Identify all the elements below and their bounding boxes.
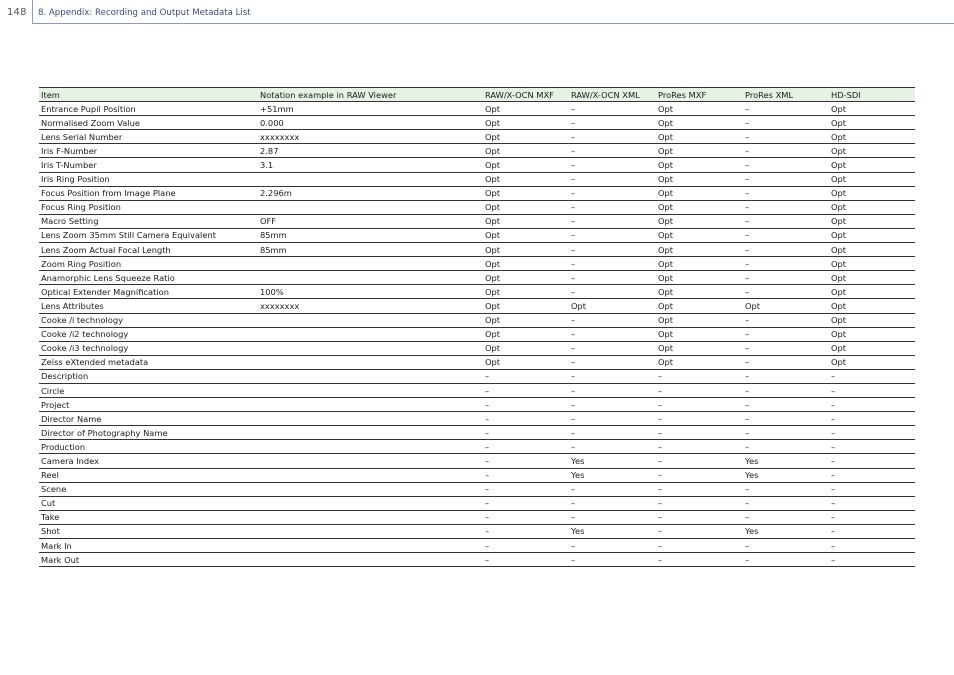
table-cell-notation-example: +51mm	[258, 102, 483, 116]
table-cell-prores-mxf: Opt	[656, 130, 743, 144]
table-cell-raw-xocn-xml: –	[569, 214, 656, 228]
table-cell-hd-sdi: –	[829, 524, 915, 538]
table-cell-hd-sdi: Opt	[829, 214, 915, 228]
table-cell-raw-xocn-mxf: Opt	[483, 158, 569, 172]
table-row	[39, 144, 915, 158]
table-row	[39, 243, 915, 257]
table-cell-hd-sdi: Opt	[829, 200, 915, 214]
table-cell-raw-xocn-xml: Opt	[569, 299, 656, 313]
table-cell-prores-mxf: Opt	[656, 257, 743, 271]
table-cell-item: Circle	[39, 383, 258, 397]
table-cell-notation-example	[258, 510, 483, 524]
table-cell-prores-mxf: Opt	[656, 243, 743, 257]
table-cell-prores-xml: –	[743, 383, 829, 397]
table-row	[39, 313, 915, 327]
table-cell-raw-xocn-xml: –	[569, 285, 656, 299]
table-cell-prores-xml: Yes	[743, 454, 829, 468]
table-cell-prores-xml: –	[743, 228, 829, 242]
table-cell-raw-xocn-mxf: –	[483, 482, 569, 496]
column-header-notation-example: Notation example in RAW Viewer	[258, 88, 483, 102]
header-divider-vertical	[32, 0, 33, 23]
table-cell-notation-example: xxxxxxxx	[258, 299, 483, 313]
table-cell-prores-xml: –	[743, 341, 829, 355]
table-cell-raw-xocn-mxf: Opt	[483, 200, 569, 214]
table-cell-prores-mxf: Opt	[656, 158, 743, 172]
table-cell-raw-xocn-xml: –	[569, 102, 656, 116]
table-row	[39, 327, 915, 341]
table-cell-item: Cooke /i3 technology	[39, 341, 258, 355]
table-cell-prores-mxf: –	[656, 524, 743, 538]
table-cell-notation-example	[258, 539, 483, 553]
table-cell-prores-mxf: –	[656, 426, 743, 440]
table-cell-raw-xocn-mxf: –	[483, 524, 569, 538]
table-cell-prores-mxf: –	[656, 412, 743, 426]
table-row	[39, 158, 915, 172]
table-cell-prores-mxf: –	[656, 398, 743, 412]
table-row	[39, 186, 915, 200]
table-cell-hd-sdi: –	[829, 482, 915, 496]
table-cell-prores-xml: –	[743, 369, 829, 383]
table-cell-notation-example	[258, 398, 483, 412]
table-cell-notation-example	[258, 383, 483, 397]
table-cell-prores-xml: –	[743, 102, 829, 116]
table-cell-hd-sdi: –	[829, 369, 915, 383]
column-header-raw-xocn-mxf: RAW/X-OCN MXF	[483, 88, 569, 102]
table-cell-item: Anamorphic Lens Squeeze Ratio	[39, 271, 258, 285]
table-cell-item: Focus Ring Position	[39, 200, 258, 214]
column-header-prores-mxf: ProRes MXF	[656, 88, 743, 102]
table-cell-hd-sdi: Opt	[829, 327, 915, 341]
table-cell-item: Director of Photography Name	[39, 426, 258, 440]
table-cell-prores-mxf: Opt	[656, 200, 743, 214]
table-cell-raw-xocn-xml: –	[569, 186, 656, 200]
header-divider-horizontal	[32, 23, 954, 24]
table-cell-notation-example	[258, 412, 483, 426]
table-cell-prores-xml: –	[743, 144, 829, 158]
table-cell-prores-mxf: –	[656, 553, 743, 567]
table-row	[39, 383, 915, 397]
table-cell-prores-mxf: –	[656, 510, 743, 524]
table-cell-prores-mxf: –	[656, 454, 743, 468]
table-cell-raw-xocn-xml: –	[569, 553, 656, 567]
table-cell-item: Lens Zoom 35mm Still Camera Equivalent	[39, 228, 258, 242]
table-row	[39, 271, 915, 285]
table-cell-raw-xocn-mxf: Opt	[483, 144, 569, 158]
table-cell-notation-example: xxxxxxxx	[258, 130, 483, 144]
table-cell-raw-xocn-mxf: Opt	[483, 186, 569, 200]
column-header-raw-xocn-xml: RAW/X-OCN XML	[569, 88, 656, 102]
table-row	[39, 341, 915, 355]
column-header-hd-sdi: HD-SDI	[829, 88, 915, 102]
table-cell-raw-xocn-mxf: –	[483, 496, 569, 510]
table-cell-prores-xml: –	[743, 116, 829, 130]
table-cell-raw-xocn-mxf: –	[483, 412, 569, 426]
table-cell-item: Iris T-Number	[39, 158, 258, 172]
table-cell-prores-xml: –	[743, 257, 829, 271]
table-row	[39, 214, 915, 228]
table-cell-item: Cooke /i2 technology	[39, 327, 258, 341]
table-cell-raw-xocn-xml: –	[569, 116, 656, 130]
table-cell-raw-xocn-mxf: Opt	[483, 257, 569, 271]
table-cell-raw-xocn-xml: –	[569, 327, 656, 341]
table-cell-hd-sdi: Opt	[829, 186, 915, 200]
table-cell-hd-sdi: Opt	[829, 313, 915, 327]
table-cell-raw-xocn-xml: –	[569, 412, 656, 426]
table-cell-hd-sdi: Opt	[829, 285, 915, 299]
table-cell-raw-xocn-mxf: Opt	[483, 130, 569, 144]
table-cell-prores-mxf: Opt	[656, 102, 743, 116]
table-cell-prores-xml: –	[743, 327, 829, 341]
page-header	[0, 0, 954, 24]
table-cell-prores-xml: –	[743, 398, 829, 412]
table-cell-raw-xocn-mxf: Opt	[483, 228, 569, 242]
table-cell-raw-xocn-mxf: Opt	[483, 102, 569, 116]
table-cell-raw-xocn-xml: –	[569, 369, 656, 383]
table-cell-notation-example	[258, 553, 483, 567]
table-cell-hd-sdi: –	[829, 412, 915, 426]
table-cell-prores-xml: –	[743, 285, 829, 299]
table-cell-prores-xml: –	[743, 440, 829, 454]
table-cell-raw-xocn-xml: –	[569, 172, 656, 186]
table-cell-raw-xocn-xml: –	[569, 383, 656, 397]
table-cell-hd-sdi: –	[829, 383, 915, 397]
table-cell-notation-example	[258, 271, 483, 285]
table-cell-prores-mxf: Opt	[656, 327, 743, 341]
table-cell-item: Production	[39, 440, 258, 454]
table-cell-prores-xml: –	[743, 172, 829, 186]
table-cell-item: Cut	[39, 496, 258, 510]
table-row	[39, 299, 915, 313]
table-cell-raw-xocn-xml: –	[569, 144, 656, 158]
table-cell-notation-example: 85mm	[258, 228, 483, 242]
table-cell-hd-sdi: –	[829, 398, 915, 412]
table-cell-item: Entrance Pupil Position	[39, 102, 258, 116]
table-cell-prores-xml: –	[743, 271, 829, 285]
table-cell-hd-sdi: Opt	[829, 116, 915, 130]
page-number: 148	[7, 7, 27, 18]
table-cell-notation-example	[258, 454, 483, 468]
table-cell-item: Lens Serial Number	[39, 130, 258, 144]
table-cell-notation-example	[258, 200, 483, 214]
table-cell-raw-xocn-xml: –	[569, 243, 656, 257]
table-row	[39, 510, 915, 524]
table-cell-item: Lens Attributes	[39, 299, 258, 313]
table-cell-prores-mxf: –	[656, 539, 743, 553]
table-row	[39, 398, 915, 412]
table-cell-prores-xml: –	[743, 426, 829, 440]
table-cell-notation-example	[258, 496, 483, 510]
table-cell-prores-xml: –	[743, 482, 829, 496]
table-cell-item: Iris Ring Position	[39, 172, 258, 186]
table-cell-raw-xocn-mxf: Opt	[483, 313, 569, 327]
table-cell-notation-example	[258, 369, 483, 383]
table-row	[39, 369, 915, 383]
table-cell-hd-sdi: Opt	[829, 144, 915, 158]
table-cell-raw-xocn-xml: –	[569, 398, 656, 412]
table-cell-hd-sdi: –	[829, 553, 915, 567]
table-header-row	[39, 88, 915, 102]
table-cell-raw-xocn-xml: –	[569, 228, 656, 242]
table-cell-raw-xocn-mxf: –	[483, 383, 569, 397]
table-cell-prores-xml: –	[743, 355, 829, 369]
table-cell-hd-sdi: Opt	[829, 102, 915, 116]
table-cell-hd-sdi: –	[829, 468, 915, 482]
table-cell-item: Lens Zoom Actual Focal Length	[39, 243, 258, 257]
table-cell-prores-xml: –	[743, 412, 829, 426]
table-cell-raw-xocn-mxf: Opt	[483, 299, 569, 313]
table-cell-prores-xml: –	[743, 158, 829, 172]
table-cell-prores-xml: –	[743, 243, 829, 257]
table-cell-hd-sdi: Opt	[829, 228, 915, 242]
table-cell-item: Shot	[39, 524, 258, 538]
column-header-item: Item	[39, 88, 258, 102]
table-cell-notation-example: 3.1	[258, 158, 483, 172]
table-cell-prores-xml: Yes	[743, 524, 829, 538]
table-cell-notation-example	[258, 313, 483, 327]
table-row	[39, 426, 915, 440]
table-cell-raw-xocn-mxf: –	[483, 440, 569, 454]
table-cell-prores-mxf: –	[656, 482, 743, 496]
table-cell-raw-xocn-mxf: Opt	[483, 172, 569, 186]
table-cell-hd-sdi: Opt	[829, 257, 915, 271]
table-cell-prores-mxf: Opt	[656, 355, 743, 369]
table-row	[39, 130, 915, 144]
table-cell-prores-xml: Opt	[743, 299, 829, 313]
table-cell-notation-example	[258, 341, 483, 355]
table-cell-item: Normalised Zoom Value	[39, 116, 258, 130]
table-row	[39, 102, 915, 116]
table-cell-raw-xocn-mxf: –	[483, 510, 569, 524]
table-cell-notation-example	[258, 426, 483, 440]
table-row	[39, 116, 915, 130]
table-cell-raw-xocn-mxf: Opt	[483, 214, 569, 228]
table-cell-raw-xocn-mxf: Opt	[483, 271, 569, 285]
table-cell-hd-sdi: –	[829, 426, 915, 440]
table-row	[39, 454, 915, 468]
table-row	[39, 539, 915, 553]
section-title: 8. Appendix: Recording and Output Metadata List	[38, 8, 251, 18]
table-cell-item: Camera Index	[39, 454, 258, 468]
table-cell-prores-mxf: Opt	[656, 341, 743, 355]
table-cell-prores-xml: –	[743, 553, 829, 567]
table-row	[39, 412, 915, 426]
table-cell-raw-xocn-xml: –	[569, 271, 656, 285]
table-cell-raw-xocn-xml: Yes	[569, 454, 656, 468]
table-cell-prores-mxf: Opt	[656, 144, 743, 158]
table-cell-notation-example: OFF	[258, 214, 483, 228]
table-cell-prores-mxf: –	[656, 468, 743, 482]
table-cell-raw-xocn-mxf: –	[483, 539, 569, 553]
table-row	[39, 468, 915, 482]
table-cell-hd-sdi: Opt	[829, 271, 915, 285]
table-cell-prores-mxf: Opt	[656, 285, 743, 299]
table-row	[39, 257, 915, 271]
metadata-table	[39, 87, 915, 567]
table-cell-notation-example	[258, 468, 483, 482]
table-cell-raw-xocn-mxf: Opt	[483, 116, 569, 130]
table-cell-raw-xocn-xml: –	[569, 257, 656, 271]
table-cell-notation-example	[258, 524, 483, 538]
table-cell-item: Description	[39, 369, 258, 383]
table-cell-item: Focus Position from Image Plane	[39, 186, 258, 200]
table-cell-hd-sdi: Opt	[829, 243, 915, 257]
table-cell-item: Zoom Ring Position	[39, 257, 258, 271]
table-cell-prores-mxf: –	[656, 496, 743, 510]
table-cell-prores-mxf: –	[656, 383, 743, 397]
table-cell-prores-mxf: Opt	[656, 299, 743, 313]
table-cell-raw-xocn-xml: –	[569, 130, 656, 144]
table-cell-prores-xml: –	[743, 186, 829, 200]
table-cell-prores-mxf: Opt	[656, 186, 743, 200]
table-cell-notation-example: 100%	[258, 285, 483, 299]
table-cell-raw-xocn-xml: Yes	[569, 524, 656, 538]
table-cell-prores-mxf: Opt	[656, 214, 743, 228]
table-cell-raw-xocn-xml: –	[569, 496, 656, 510]
table-cell-notation-example	[258, 482, 483, 496]
table-cell-prores-xml: –	[743, 313, 829, 327]
table-cell-item: Macro Setting	[39, 214, 258, 228]
table-cell-raw-xocn-xml: –	[569, 313, 656, 327]
table-cell-raw-xocn-xml: –	[569, 539, 656, 553]
column-header-prores-xml: ProRes XML	[743, 88, 829, 102]
table-cell-hd-sdi: –	[829, 496, 915, 510]
table-cell-prores-xml: Yes	[743, 468, 829, 482]
table-cell-raw-xocn-xml: –	[569, 355, 656, 369]
table-cell-item: Zeiss eXtended metadata	[39, 355, 258, 369]
table-cell-raw-xocn-xml: –	[569, 200, 656, 214]
table-cell-raw-xocn-xml: –	[569, 510, 656, 524]
table-cell-notation-example: 0.000	[258, 116, 483, 130]
table-cell-raw-xocn-xml: Yes	[569, 468, 656, 482]
table-cell-raw-xocn-mxf: –	[483, 454, 569, 468]
table-cell-item: Scene	[39, 482, 258, 496]
table-cell-prores-mxf: Opt	[656, 271, 743, 285]
table-cell-raw-xocn-mxf: Opt	[483, 285, 569, 299]
table-row	[39, 285, 915, 299]
table-cell-item: Reel	[39, 468, 258, 482]
table-cell-notation-example: 2.296m	[258, 186, 483, 200]
table-cell-prores-mxf: Opt	[656, 116, 743, 130]
table-cell-hd-sdi: –	[829, 510, 915, 524]
table-row	[39, 440, 915, 454]
table-cell-prores-xml: –	[743, 496, 829, 510]
table-cell-hd-sdi: –	[829, 454, 915, 468]
table-cell-hd-sdi: Opt	[829, 158, 915, 172]
table-cell-raw-xocn-xml: –	[569, 426, 656, 440]
table-cell-prores-xml: –	[743, 200, 829, 214]
table-row	[39, 355, 915, 369]
table-cell-raw-xocn-mxf: Opt	[483, 341, 569, 355]
table-row	[39, 524, 915, 538]
table-cell-notation-example	[258, 440, 483, 454]
table-cell-item: Optical Extender Magnification	[39, 285, 258, 299]
table-cell-item: Mark Out	[39, 553, 258, 567]
table-cell-prores-xml: –	[743, 214, 829, 228]
table-cell-prores-mxf: –	[656, 440, 743, 454]
table-cell-item: Director Name	[39, 412, 258, 426]
table-cell-notation-example	[258, 327, 483, 341]
table-cell-hd-sdi: Opt	[829, 341, 915, 355]
table-cell-notation-example: 85mm	[258, 243, 483, 257]
table-row	[39, 200, 915, 214]
table-cell-prores-mxf: Opt	[656, 172, 743, 186]
table-cell-hd-sdi: –	[829, 440, 915, 454]
table-row	[39, 482, 915, 496]
table-cell-item: Iris F-Number	[39, 144, 258, 158]
table-cell-raw-xocn-mxf: –	[483, 369, 569, 383]
table-cell-prores-xml: –	[743, 510, 829, 524]
table-cell-prores-mxf: –	[656, 369, 743, 383]
table-cell-item: Mark In	[39, 539, 258, 553]
table-cell-raw-xocn-xml: –	[569, 341, 656, 355]
table-cell-item: Take	[39, 510, 258, 524]
table-cell-raw-xocn-mxf: –	[483, 553, 569, 567]
table-cell-raw-xocn-mxf: –	[483, 426, 569, 440]
table-row	[39, 228, 915, 242]
table-cell-hd-sdi: Opt	[829, 355, 915, 369]
table-cell-item: Cooke /i technology	[39, 313, 258, 327]
table-cell-notation-example	[258, 172, 483, 186]
table-cell-raw-xocn-mxf: –	[483, 468, 569, 482]
table-cell-raw-xocn-mxf: Opt	[483, 327, 569, 341]
table-cell-hd-sdi: Opt	[829, 130, 915, 144]
table-cell-prores-xml: –	[743, 130, 829, 144]
table-cell-raw-xocn-xml: –	[569, 440, 656, 454]
table-cell-item: Project	[39, 398, 258, 412]
table-cell-raw-xocn-mxf: –	[483, 398, 569, 412]
table-cell-notation-example	[258, 257, 483, 271]
table-cell-raw-xocn-mxf: Opt	[483, 243, 569, 257]
table-cell-prores-mxf: Opt	[656, 228, 743, 242]
table-cell-prores-mxf: Opt	[656, 313, 743, 327]
table-cell-notation-example: 2.87	[258, 144, 483, 158]
table-body	[39, 102, 915, 567]
table-row	[39, 172, 915, 186]
table-cell-raw-xocn-mxf: Opt	[483, 355, 569, 369]
table-row	[39, 496, 915, 510]
table-cell-notation-example	[258, 355, 483, 369]
table-cell-raw-xocn-xml: –	[569, 158, 656, 172]
table-cell-prores-xml: –	[743, 539, 829, 553]
table-cell-hd-sdi: Opt	[829, 299, 915, 313]
table-cell-raw-xocn-xml: –	[569, 482, 656, 496]
table-cell-hd-sdi: –	[829, 539, 915, 553]
table-row	[39, 553, 915, 567]
table-cell-hd-sdi: Opt	[829, 172, 915, 186]
